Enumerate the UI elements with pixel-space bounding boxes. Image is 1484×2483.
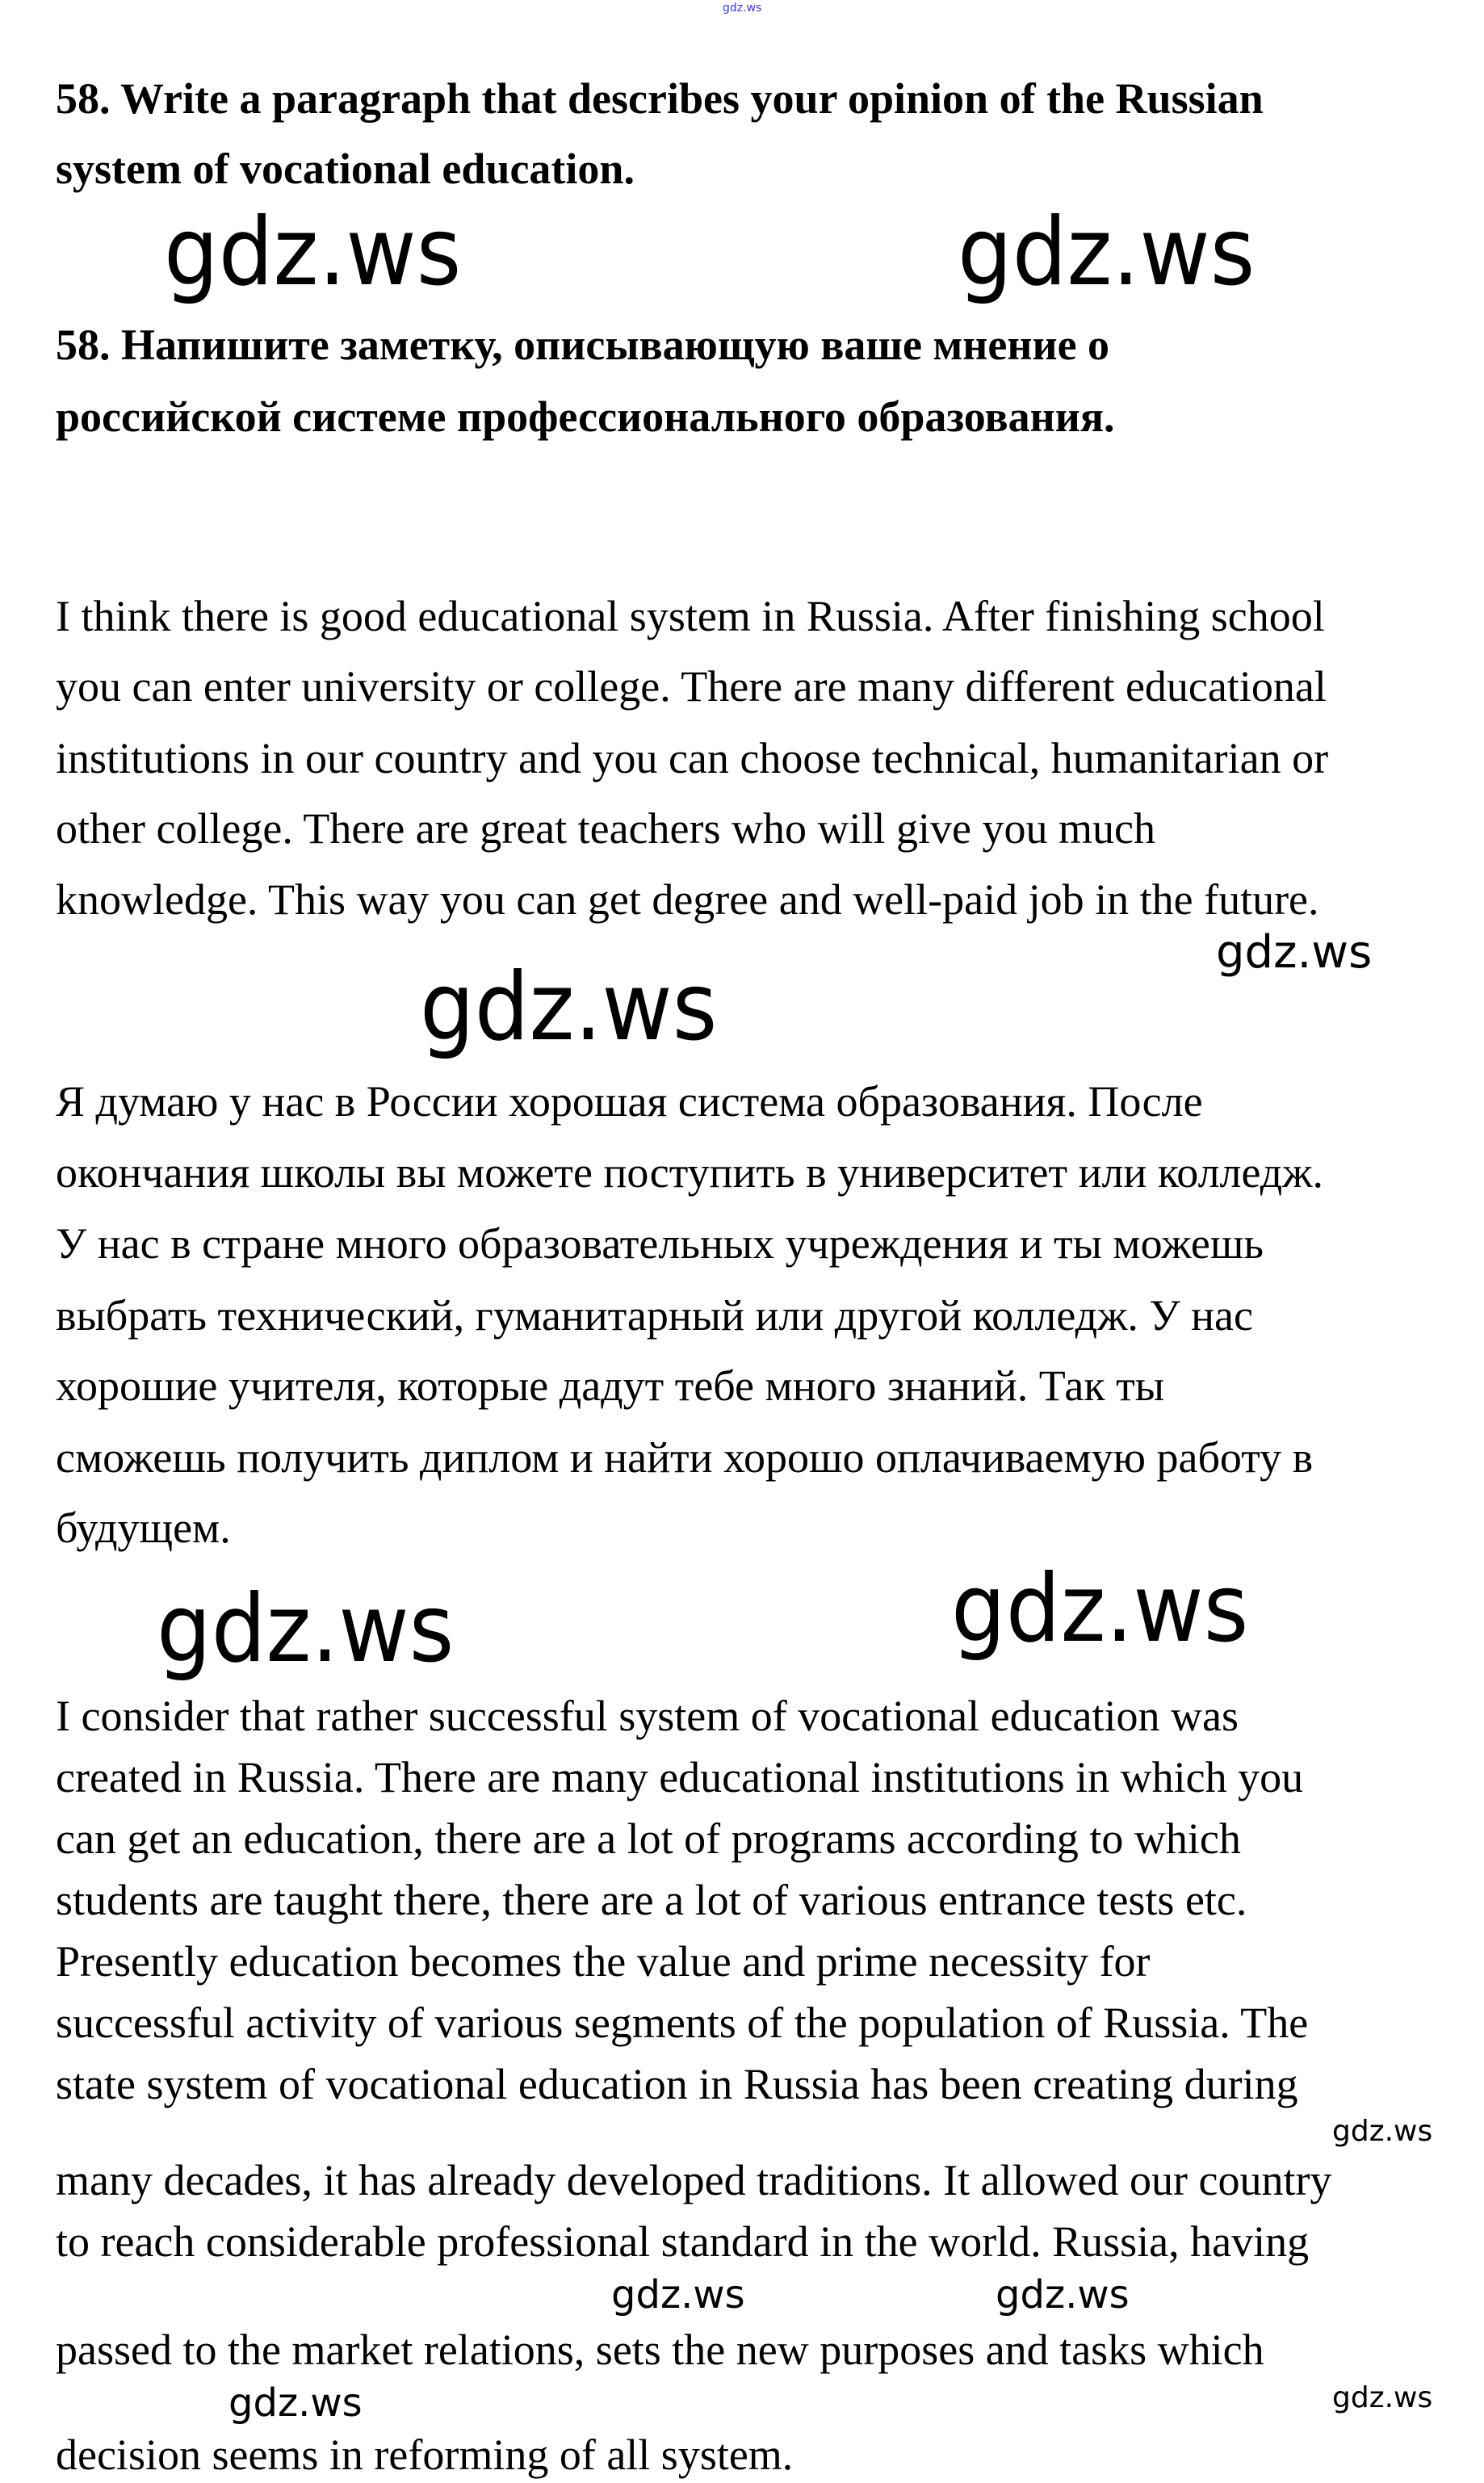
answer2-en-line: created in Russia. There are many educational institutions in which you bbox=[56, 1753, 1304, 1801]
answer2-en-line: Presently education becomes the value and prime necessity for bbox=[56, 1937, 1151, 1986]
watermark: gdz.ws bbox=[1332, 2115, 1433, 2148]
answer1-en-line: knowledge. This way you can get degree and well-paid job in the future. bbox=[56, 875, 1319, 924]
answer1-en-line: I think there is good educational system in Russia. After finishing school bbox=[56, 592, 1325, 640]
answer1-ru-line: Я думаю у нас в России хорошая система образования. После bbox=[56, 1077, 1203, 1126]
answer1-ru-line: выбрать технический, гуманитарный или другой колледж. У нас bbox=[56, 1291, 1253, 1340]
watermark: gdz.ws bbox=[951, 1554, 1249, 1663]
answer2-en-line: state system of vocational education in Russia has been creating during bbox=[56, 2060, 1298, 2108]
task-heading-ru-line: 58. Напишите заметку, описывающую ваше мнение о bbox=[56, 321, 1110, 369]
answer1-ru-line: У нас в стране много образовательных учреждения и ты можешь bbox=[56, 1219, 1264, 1268]
watermark: gdz.ws bbox=[958, 198, 1256, 307]
answer2-en-line: to reach considerable professional standard in the world. Russia, having bbox=[56, 2217, 1310, 2266]
answer2-en-line: I consider that rather successful system of vocational education was bbox=[56, 1692, 1239, 1740]
answer2-en-line: students are taught there, there are a lot of various entrance tests etc. bbox=[56, 1876, 1247, 1924]
answer2-en-line: many decades, it has already developed traditions. It allowed our country bbox=[56, 2156, 1332, 2204]
answer1-en-line: institutions in our country and you can choose technical, humanitarian or bbox=[56, 734, 1329, 782]
answer2-en-line: can get an education, there are a lot of programs according to which bbox=[56, 1814, 1241, 1863]
answer1-ru-line: будущем. bbox=[56, 1504, 231, 1552]
task-heading-ru-line: российской системе профессионального образования. bbox=[56, 392, 1115, 441]
watermark: gdz.ws bbox=[157, 1575, 455, 1684]
task-heading-en-line: system of vocational education. bbox=[56, 145, 635, 193]
task-heading-en-line: 58. Write a paragraph that describes your opinion of the Russian bbox=[56, 74, 1264, 123]
watermark: gdz.ws bbox=[996, 2272, 1130, 2317]
answer2-en-line: passed to the market relations, sets the new purposes and tasks which bbox=[56, 2326, 1264, 2374]
answer1-en-line: you can enter university or college. There are many different educational bbox=[56, 662, 1327, 711]
watermark: gdz.ws bbox=[164, 198, 462, 307]
watermark: gdz.ws bbox=[228, 2380, 363, 2426]
answer1-en-line: other college. There are great teachers who will give you much bbox=[56, 804, 1155, 853]
answer1-ru-line: окончания школы вы можете поступить в университет или колледж. bbox=[56, 1148, 1324, 1197]
watermark: gdz.ws bbox=[1332, 2381, 1433, 2414]
watermark: gdz.ws bbox=[1216, 926, 1373, 979]
watermark: gdz.ws bbox=[611, 2272, 745, 2317]
watermark: gdz.ws bbox=[420, 953, 718, 1062]
answer2-en-line: decision seems in reforming of all system. bbox=[56, 2431, 794, 2479]
answer1-ru-line: сможешь получить диплом и найти хорошо оплачиваемую работу в bbox=[56, 1433, 1314, 1482]
answer1-ru-line: хорошие учителя, которые дадут тебе много знаний. Так ты bbox=[56, 1361, 1165, 1410]
answer2-en-line: successful activity of various segments of the population of Russia. The bbox=[56, 1999, 1309, 2047]
top-watermark: gdz.ws bbox=[723, 2, 762, 15]
